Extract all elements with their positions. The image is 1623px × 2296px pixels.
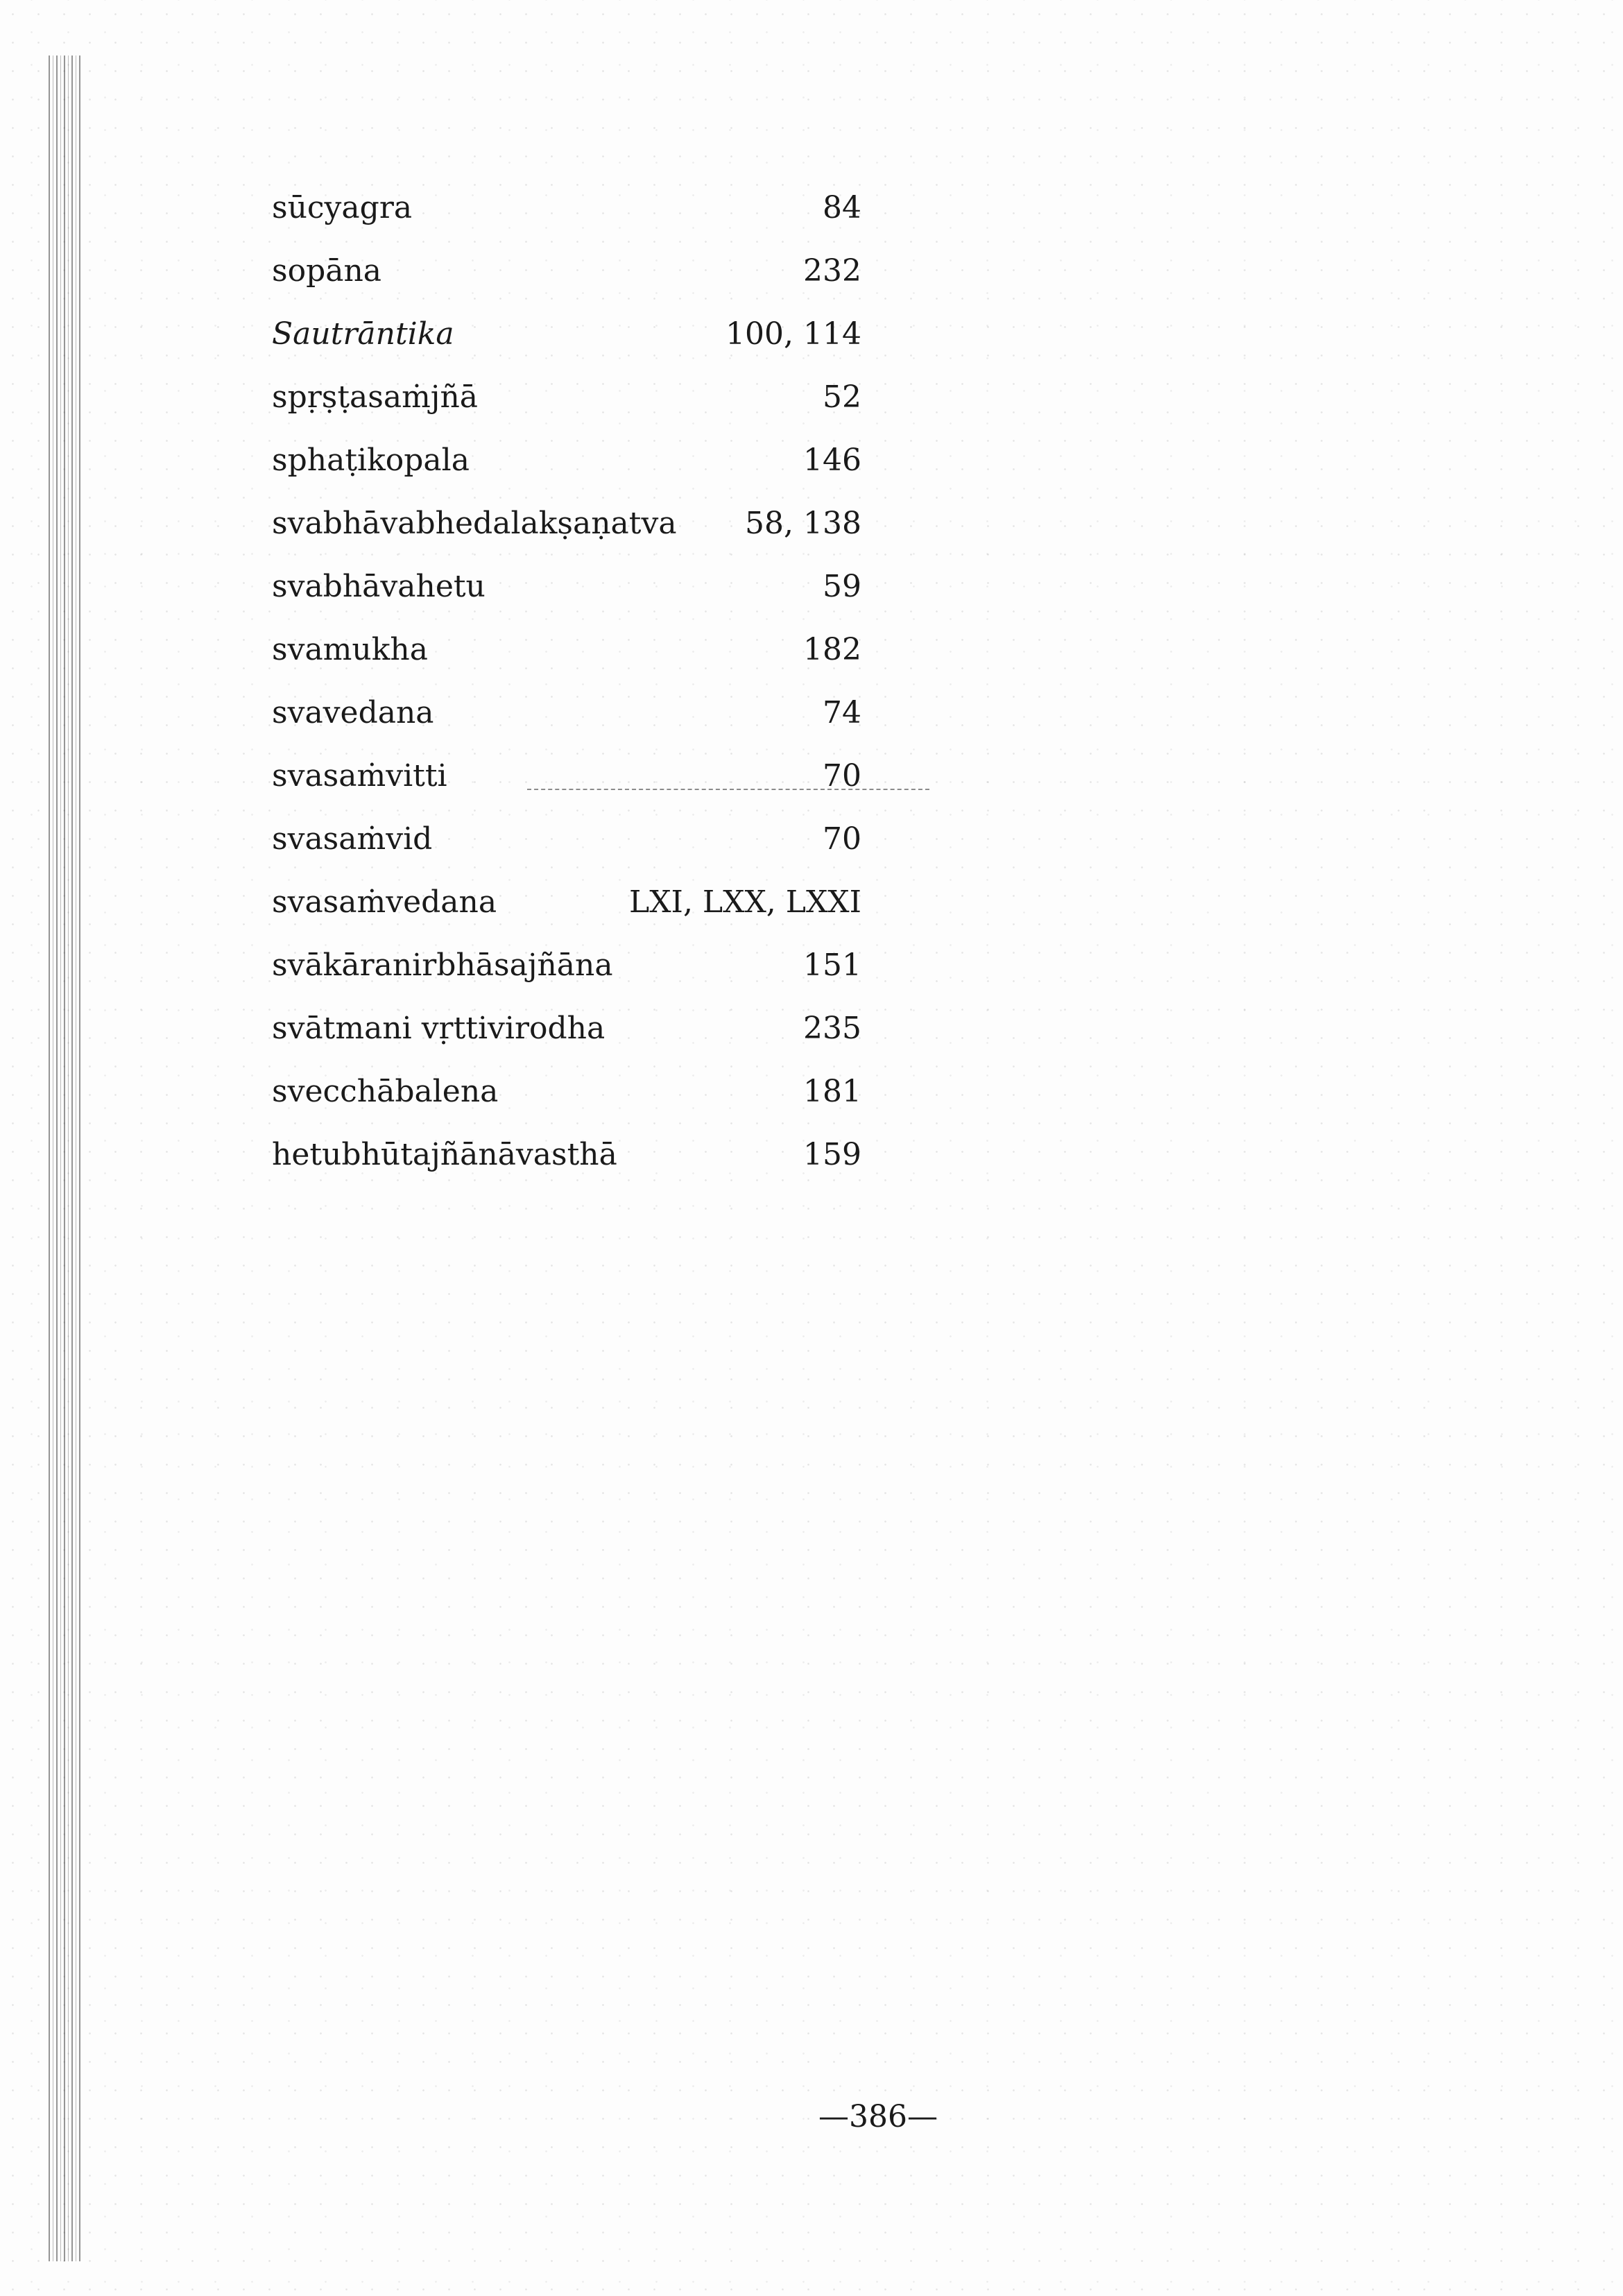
index-pages: 59 (823, 569, 861, 604)
index-pages: 235 (803, 1011, 861, 1046)
index-pages: 70 (823, 758, 861, 794)
page-number: —386— (818, 2099, 938, 2134)
index-pages: 159 (803, 1137, 861, 1172)
index-term: sopāna (272, 253, 382, 289)
index-entry (272, 429, 861, 492)
index-pages: 181 (803, 1074, 861, 1109)
index-term: svecchābalena (272, 1074, 499, 1109)
index-term: hetubhūtajñānāvasthā (272, 1137, 617, 1172)
index-entry (272, 744, 861, 807)
index-term: Sautrāntika (272, 316, 454, 352)
index-entry (272, 176, 861, 239)
index-term: svavedana (272, 695, 434, 730)
index-entry (272, 239, 861, 302)
index-entry (272, 1123, 861, 1186)
index-term: svamukha (272, 632, 428, 667)
index-list (272, 176, 861, 1186)
index-entry (272, 871, 861, 934)
index-term: spṛṣṭasaṁjñā (272, 379, 479, 415)
index-entry (272, 555, 861, 618)
index-term: svabhāvahetu (272, 569, 486, 604)
index-entry (272, 492, 861, 555)
index-term: svasaṁvid (272, 821, 433, 857)
index-entry (272, 302, 861, 366)
index-pages: 84 (823, 190, 861, 225)
index-entry (272, 1060, 861, 1123)
index-entry (272, 997, 861, 1060)
index-term: sūcyagra (272, 190, 413, 225)
index-pages: 182 (803, 632, 861, 667)
index-term: sphaṭikopala (272, 443, 470, 478)
index-term: svākāranirbhāsajñāna (272, 948, 613, 983)
index-pages: 74 (823, 695, 861, 730)
index-entry (272, 934, 861, 997)
index-entry (272, 618, 861, 681)
index-entry (272, 366, 861, 429)
index-pages: 146 (803, 443, 861, 478)
index-term: svasaṁvedana (272, 884, 497, 920)
index-term: svabhāvabhedalakṣaṇatva (272, 506, 677, 541)
index-pages: 70 (823, 821, 861, 857)
index-pages: 52 (823, 379, 861, 415)
index-pages: 100, 114 (725, 316, 861, 352)
index-pages: 151 (803, 948, 861, 983)
index-entry (272, 681, 861, 744)
index-pages: LXI, LXX, LXXI (629, 884, 861, 920)
dashed-rule (527, 789, 929, 790)
index-pages: 232 (803, 253, 861, 289)
binding-edge (49, 55, 83, 2261)
index-pages: 58, 138 (745, 506, 861, 541)
index-term: svasaṁvitti (272, 758, 447, 794)
index-entry (272, 807, 861, 871)
index-term: svātmani vṛttivirodha (272, 1011, 606, 1046)
